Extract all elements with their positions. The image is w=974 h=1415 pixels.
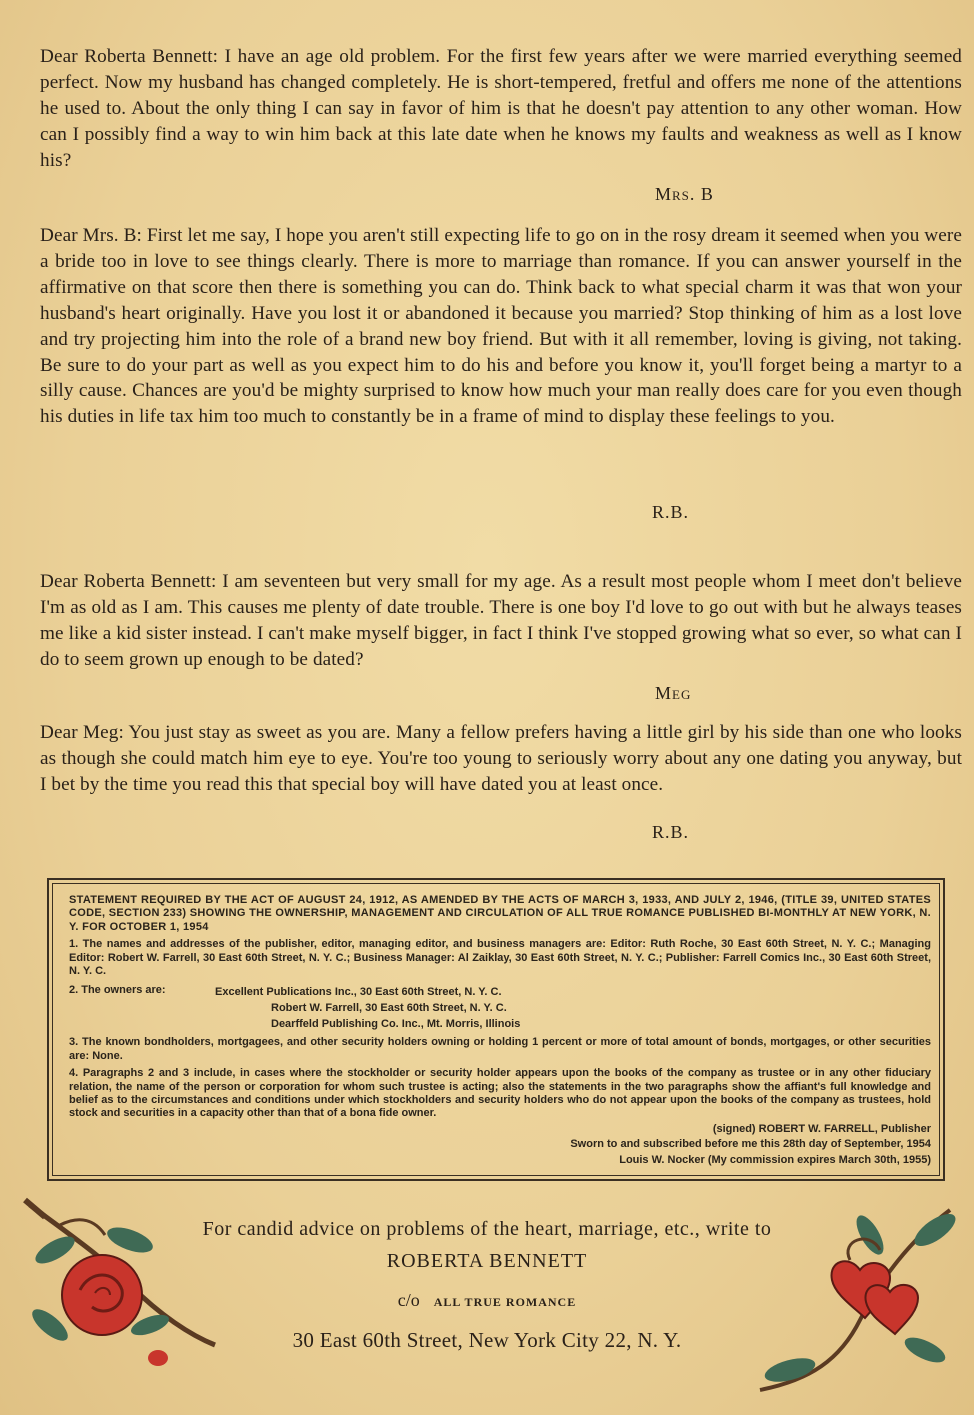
signature-rb-2: R.B.: [652, 822, 690, 842]
statement-notary: Louis W. Nocker (My commission expires March 30th, 1955): [619, 1153, 931, 1166]
statement-inner-border: [52, 883, 940, 1176]
owners-label: 2. The owners are:: [69, 984, 166, 997]
ownership-statement: [47, 878, 945, 1181]
footer-co: c/o: [397, 1290, 420, 1310]
signature-rb-1: R.B.: [652, 502, 690, 522]
letter-meg: Dear Roberta Bennett: I am seventeen but very small for my age. As a result most people whom I meet don't believe I'm as old as I am. This causes me plenty of date trouble. There is one boy I'd love to go out with but he always teases me like a kid sister instead. I can't make myself bigger, in fact I think I've stopped growing what so ever, so what can I do to seem grown up enough to be dated?: [40, 571, 962, 670]
statement-para-1: 1. The names and addresses of the publisher, editor, managing editor, and business managers are: Editor: Ruth Roche, 30 East 60th Street, N. Y. C.; Managing Editor: Robert W. Farrell, 30 East 60th Street, N. Y. C.; Business Manager: Al Zaiklay, 30 East 60th Street, N. Y. C.; Publisher: Farrell Comics Inc., 30 East 60th Street, N. Y. C.: [69, 938, 931, 978]
owner-item: Robert W. Farrell, 30 East 60th Street, N. Y. C.: [271, 1002, 507, 1015]
statement-para-3: 3. The known bondholders, mortgagees, and other security holders owning or holding 1 percent or more of total amount of bonds, mortgages, or other securities are: None.: [69, 1036, 931, 1062]
statement-heading-text: STATEMENT REQUIRED BY THE ACT OF AUGUST 24, 1912, AS AMENDED BY THE ACTS OF MARCH 3, 1933, AND JULY 2, 1946, (TITLE 39, UNITED STATES CODE, SECTION 233) SHOWING THE OWNERSHIP, MANAGEMENT AND CIRCULATION OF: [69, 894, 931, 920]
statement-signed: (signed) ROBERT W. FARRELL, Publisher: [712, 1122, 931, 1135]
reply-mrs-b: Dear Mrs. B: First let me say, I hope you aren't still expecting life to go on in the rosy dream it seemed when you were a bride too in love to see things clearly. There is more to marriage than romance. If you can answer yourself in the affirmative on that score then there is something you can do. Think back to what special charm it was that won your husband's heart originally. Have you lost it or abandoned it because you married? Stop thinking of him as a lost love and try projecting him into the role of a brand new boy friend. But with it all remember, loving is giving, not taking. Be sure to do your part as well as you expect him to do his and before you know it, you'll forget being a martyr to a silly cause. Chances are you'd be mighty surprised to know how much your man really does care for you even though his duties in life tax him too much to constantly be in a frame of mind to display these feelings to you.: [40, 225, 962, 428]
footer-columnist-name: ROBERTA BENNETT: [386, 1250, 588, 1272]
footer-address: 30 East 60th Street, New York City 22, N. Y.: [292, 1328, 682, 1352]
reply-meg: Dear Meg: You just stay as sweet as you are. Many a fellow prefers having a little girl by his side than one who looks as though she could match him eye to eye. You're too young to seriously worry about any one dating you anyway, but I bet by the time you read this that special boy will have dated you at least once.: [40, 722, 962, 795]
footer-magazine: ALL TRUE ROMANCE: [433, 1295, 577, 1309]
statement-sworn: Sworn to and subscribed before me this 28th day of September, 1954: [570, 1138, 931, 1151]
footer: [0, 1190, 974, 1415]
footer-invite: For candid advice on problems of the heart, marriage, etc., write to: [202, 1218, 772, 1240]
statement-para-4: 4. Paragraphs 2 and 3 include, in cases where the stockholder or security holder appears upon the books of the company as trustee or in any other fiduciary relation, the name of the person or corporation for whom such trustee is acting; also the statements in the two paragraphs show the affiant's full knowledge and belief as to the circumstances and conditions under which stockholders and security holders who do not appear upon the books of the company as trustees, hold stock and securities in a capacity other than that of a bona fide owner.: [69, 1067, 931, 1120]
statement-magazine-name: ALL TRUE ROMANCE: [566, 907, 686, 920]
footer-care-of: [0, 1290, 974, 1311]
signature-meg: Meg: [655, 683, 692, 703]
owner-item: Excellent Publications Inc., 30 East 60th Street, N. Y. C.: [215, 986, 502, 999]
signature-mrs-b: Mrs. B: [655, 184, 714, 204]
owner-item: Dearffeld Publishing Co. Inc., Mt. Morris, Illinois: [271, 1018, 521, 1031]
statement-heading-tail: PUBLISHED BI-MONTHLY AT NEW YORK, N. Y. FOR OCTOBER 1, 1954: [69, 907, 932, 933]
letter-mrs-b: Dear Roberta Bennett: I have an age old problem. For the first few years after we were married everything seemed perfect. Now my husband has changed completely. He is short-tempered, fretful and offers me none of the attentions he used to. About the only thing I can say in favor of him is that he doesn't pay attention to any other woman. How can I possibly find a way to win him back at this late date when he knows my faults and weakness as well as I know his?: [40, 46, 962, 171]
